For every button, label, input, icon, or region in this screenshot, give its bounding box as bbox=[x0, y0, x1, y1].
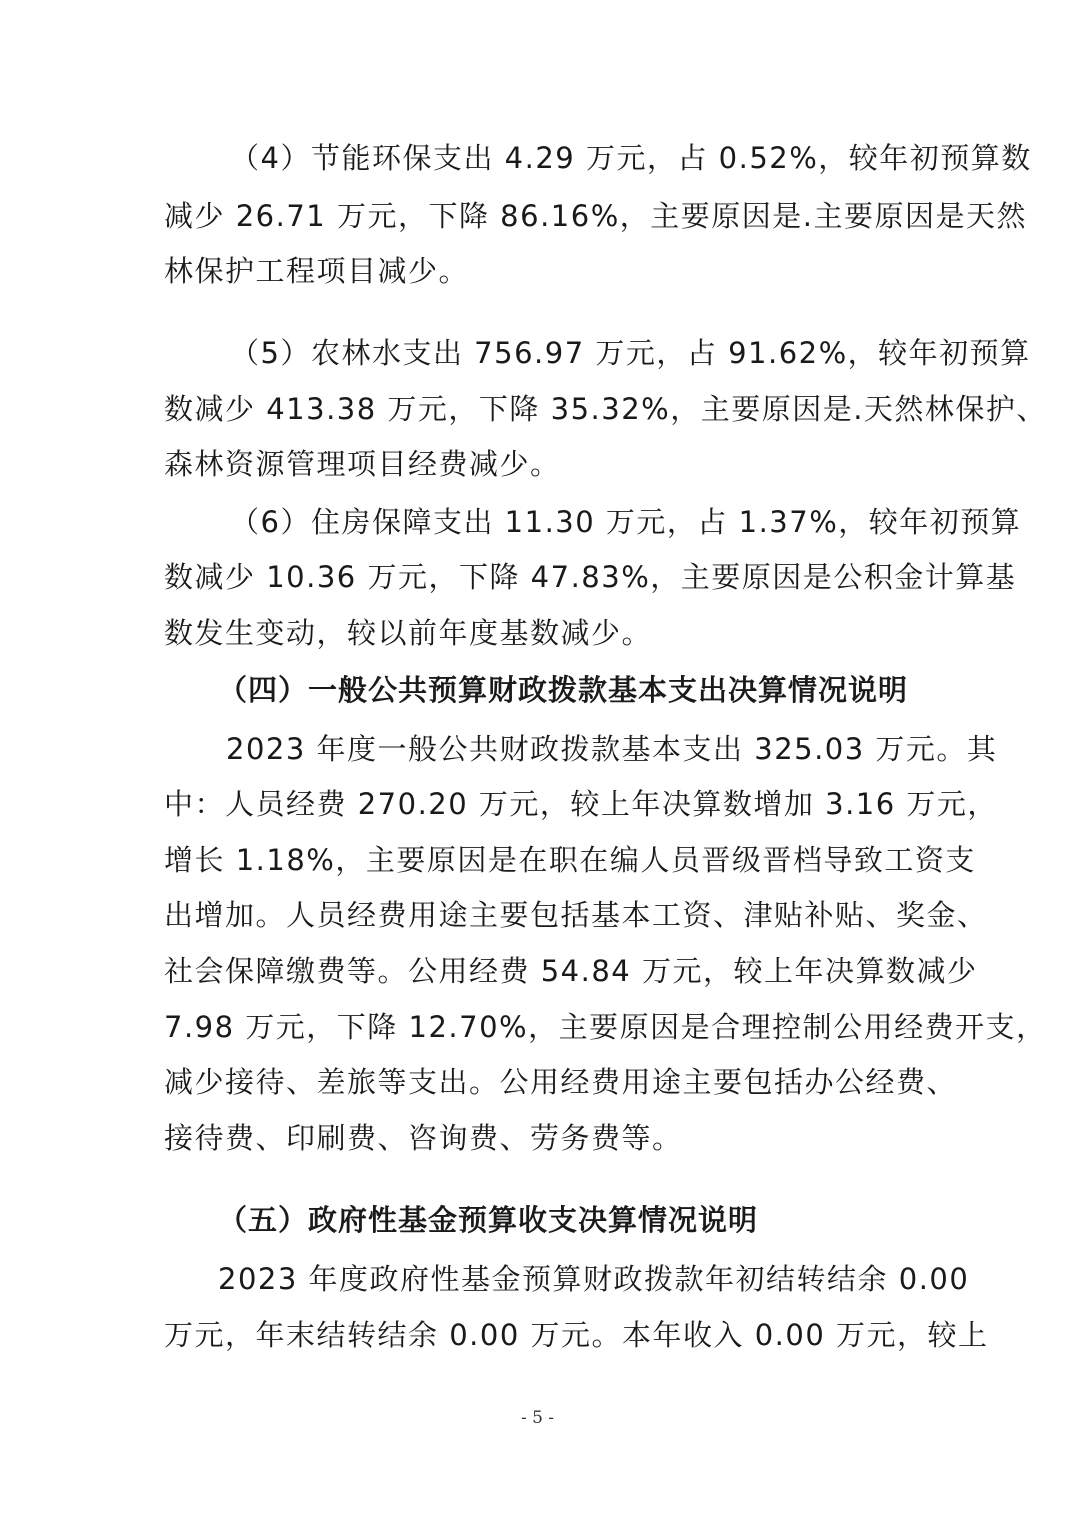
p4-line-2: 减少 26.71 万元，下降 86.16%，主要原因是.主要原因是天然 bbox=[164, 199, 1027, 233]
section-5-line-2: 万元，年末结转结余 0.00 万元。本年收入 0.00 万元，较上 bbox=[164, 1318, 989, 1352]
p4-line-1: （4）节能环保支出 4.29 万元，占 0.52%，较年初预算数 bbox=[230, 141, 1032, 175]
p5-line-3: 森林资源管理项目经费减少。 bbox=[164, 447, 561, 481]
section-5-heading: （五）政府性基金预算收支决算情况说明 bbox=[218, 1203, 759, 1237]
p5-line-1: （5）农林水支出 756.97 万元，占 91.62%，较年初预算 bbox=[230, 336, 1031, 370]
p5-line-2: 数减少 413.38 万元，下降 35.32%，主要原因是.天然林保护、 bbox=[164, 392, 1047, 426]
p6-line-1: （6）住房保障支出 11.30 万元，占 1.37%，较年初预算 bbox=[230, 505, 1022, 539]
p6-line-3: 数发生变动，较以前年度基数减少。 bbox=[164, 616, 653, 650]
p4-line-3: 林保护工程项目减少。 bbox=[164, 254, 470, 288]
section-4-heading: （四）一般公共预算财政拨款基本支出决算情况说明 bbox=[218, 673, 909, 707]
page-number: - 5 - bbox=[520, 1408, 555, 1428]
section-4-line-2: 中：人员经费 270.20 万元，较上年决算数增加 3.16 万元， bbox=[164, 787, 998, 821]
section-4-line-4: 出增加。人员经费用途主要包括基本工资、津贴补贴、奖金、 bbox=[164, 898, 988, 932]
section-4-line-1: 2023 年度一般公共财政拨款基本支出 325.03 万元。其 bbox=[226, 732, 998, 766]
section-4-line-8: 接待费、印刷费、咨询费、劳务费等。 bbox=[164, 1121, 683, 1155]
section-4-line-6: 7.98 万元，下降 12.70%，主要原因是合理控制公用经费开支， bbox=[164, 1010, 1047, 1044]
p6-line-2: 数减少 10.36 万元，下降 47.83%，主要原因是公积金计算基 bbox=[164, 560, 1017, 594]
section-5-line-1: 2023 年度政府性基金预算财政拨款年初结转结余 0.00 bbox=[218, 1262, 970, 1296]
section-4-line-7: 减少接待、差旅等支出。公用经费用途主要包括办公经费、 bbox=[164, 1065, 958, 1099]
section-4-line-3: 增长 1.18%，主要原因是在职在编人员晋级晋档导致工资支 bbox=[164, 843, 976, 877]
section-4-line-5: 社会保障缴费等。公用经费 54.84 万元，较上年决算数减少 bbox=[164, 954, 978, 988]
